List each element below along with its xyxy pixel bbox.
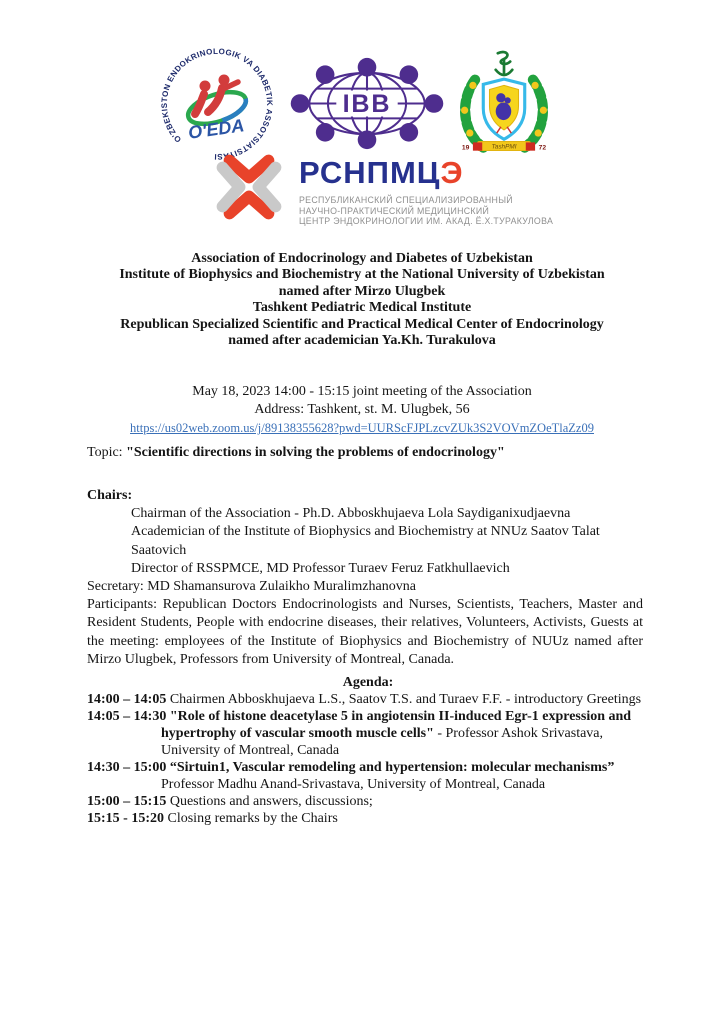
chair-member: Chairman of the Association - Ph.D. Abboskhujaeva Lola Saydiganixudjaevna (131, 506, 571, 522)
agenda-item (87, 810, 649, 827)
tashpmi-banner (462, 141, 546, 151)
agenda-text: Chairmen Abboskhujaeva L.S., Saatov T.S. and Turaev F.F. - introductory Greetings (169, 692, 642, 707)
agenda-title: “Sirtuin1, Vascular remodeling and hypertension: molecular mechanisms” (169, 760, 615, 775)
agenda-item (87, 691, 649, 708)
org-line: named after Mirzo Ulugbek (278, 283, 446, 299)
agenda-time: 15:15 - 15:20 (87, 811, 164, 826)
meeting-info (0, 383, 724, 438)
org-line: Republican Specialized Scientific and Practical Medical Center of Endocrinology (120, 316, 604, 332)
ibb-label: IBB (342, 89, 392, 118)
oeda-label: O'EDA (186, 115, 246, 143)
secretary-line: Secretary: MD Shamansurova Zulaikho Muralimzhanovna (87, 579, 416, 595)
agenda-heading: Agenda: (342, 675, 394, 690)
organization-header (0, 251, 724, 349)
oeda-ring-text: O'ZBEKISTON ENDOKRINOLOGIK VA DIABETIK ASSOTSIATSIYASI (159, 46, 275, 162)
agenda-item (87, 793, 649, 810)
agenda-text: Professor Madhu Anand-Srivastava, University of Montreal, Canada (161, 777, 546, 792)
rsnpmce-acronym (299, 157, 579, 188)
agenda-time: 14:00 – 14:05 (87, 692, 167, 707)
topic-label: Topic: (87, 445, 127, 460)
agenda-text: Closing remarks by the Chairs (167, 811, 338, 826)
rsnpmce-xmark-icon (210, 147, 288, 227)
rsnpmce-logo-text (299, 157, 579, 227)
agenda-text: Questions and answers, discussions; (169, 794, 373, 809)
meeting-address: Address: Tashkent, st. M. Ulugbek, 56 (254, 401, 470, 417)
tashpmi-year-right: 72 (538, 144, 547, 152)
agenda-time: 14:05 – 14:30 (87, 709, 167, 724)
org-line: Association of Endocrinology and Diabetes of Uzbekistan (191, 251, 533, 266)
rsnpmce-subline: НАУЧНО-ПРАКТИЧЕСКИЙ МЕДИЦИНСКИЙ (299, 205, 490, 216)
shield-icon (483, 79, 524, 139)
ibb-institute-logo (286, 57, 448, 150)
rsnpmce-subline: РЕСПУБЛИКАНСКИЙ СПЕЦИАЛИЗИРОВАННЫЙ (299, 195, 513, 205)
agenda-title: "Role of histone deacetylase 5 in angiotensin II-induced Egr-1 expression and hypertrophy of vascular smooth muscle cells" (161, 709, 632, 741)
participants-paragraph: Participants: Republican Doctors Endocrinologists and Nurses, Scientists, Teachers, Master and Resident Students, People with endocrine diseases, their relatives, Volunteers, Activists, Guests at the meeting: employees of the Institute of Biophysics and Biochemistry of NUUz named after Mirzo Ulugbek, Professors from University of Montreal, Canada. (87, 597, 643, 667)
agenda-section (87, 674, 649, 827)
oeda-association-logo (158, 46, 276, 162)
chairs-heading: Chairs: (87, 488, 133, 503)
agenda-item (87, 759, 649, 793)
zoom-meeting-link[interactable]: https://us02web.zoom.us/j/89138355628?pwd=UURScFJPLzcvZUk3S2VOVmZOeTlaZz09 (130, 421, 594, 435)
chairs-section (87, 487, 643, 669)
rsnpmce-acronym-blue: РСНПМЦ (299, 155, 441, 190)
org-line: Institute of Biophysics and Biochemistry at the National University of Uzbekistan (119, 267, 605, 283)
agenda-item (87, 708, 649, 759)
org-line: Tashkent Pediatric Medical Institute (252, 300, 472, 316)
rsnpmce-acronym-red: Э (440, 155, 464, 190)
chair-member: Academician of the Institute of Biophysics and Biochemistry at NNUz Saatov Talat Saatovich (131, 524, 600, 558)
meeting-datetime: May 18, 2023 14:00 - 15:15 joint meeting of the Association (192, 384, 532, 399)
topic-line (87, 445, 653, 461)
topic-title: "Scientific directions in solving the problems of endocrinology" (126, 445, 505, 460)
chair-member: Director of RSSPMCE, MD Professor Turaev Feruz Fatkhullaevich (131, 560, 510, 576)
rsnpmce-subline: ЦЕНТР ЭНДОКРИНОЛОГИИ ИМ. АКАД. Ё.Х.ТУРАКУЛОВА (299, 216, 554, 227)
tashpmi-institute-logo (452, 46, 556, 160)
hygieia-bowl-icon (496, 52, 513, 75)
agenda-time: 15:00 – 15:15 (87, 794, 167, 809)
org-line: named after academician Ya.Kh. Turakulova (228, 333, 496, 349)
tashpmi-year-left: 19 (461, 144, 470, 152)
agenda-text: - Professor Ashok Srivastava, University of Montreal, Canada (161, 726, 604, 758)
tashpmi-label: TashPMI (491, 143, 517, 151)
agenda-time: 14:30 – 15:00 (87, 760, 167, 775)
